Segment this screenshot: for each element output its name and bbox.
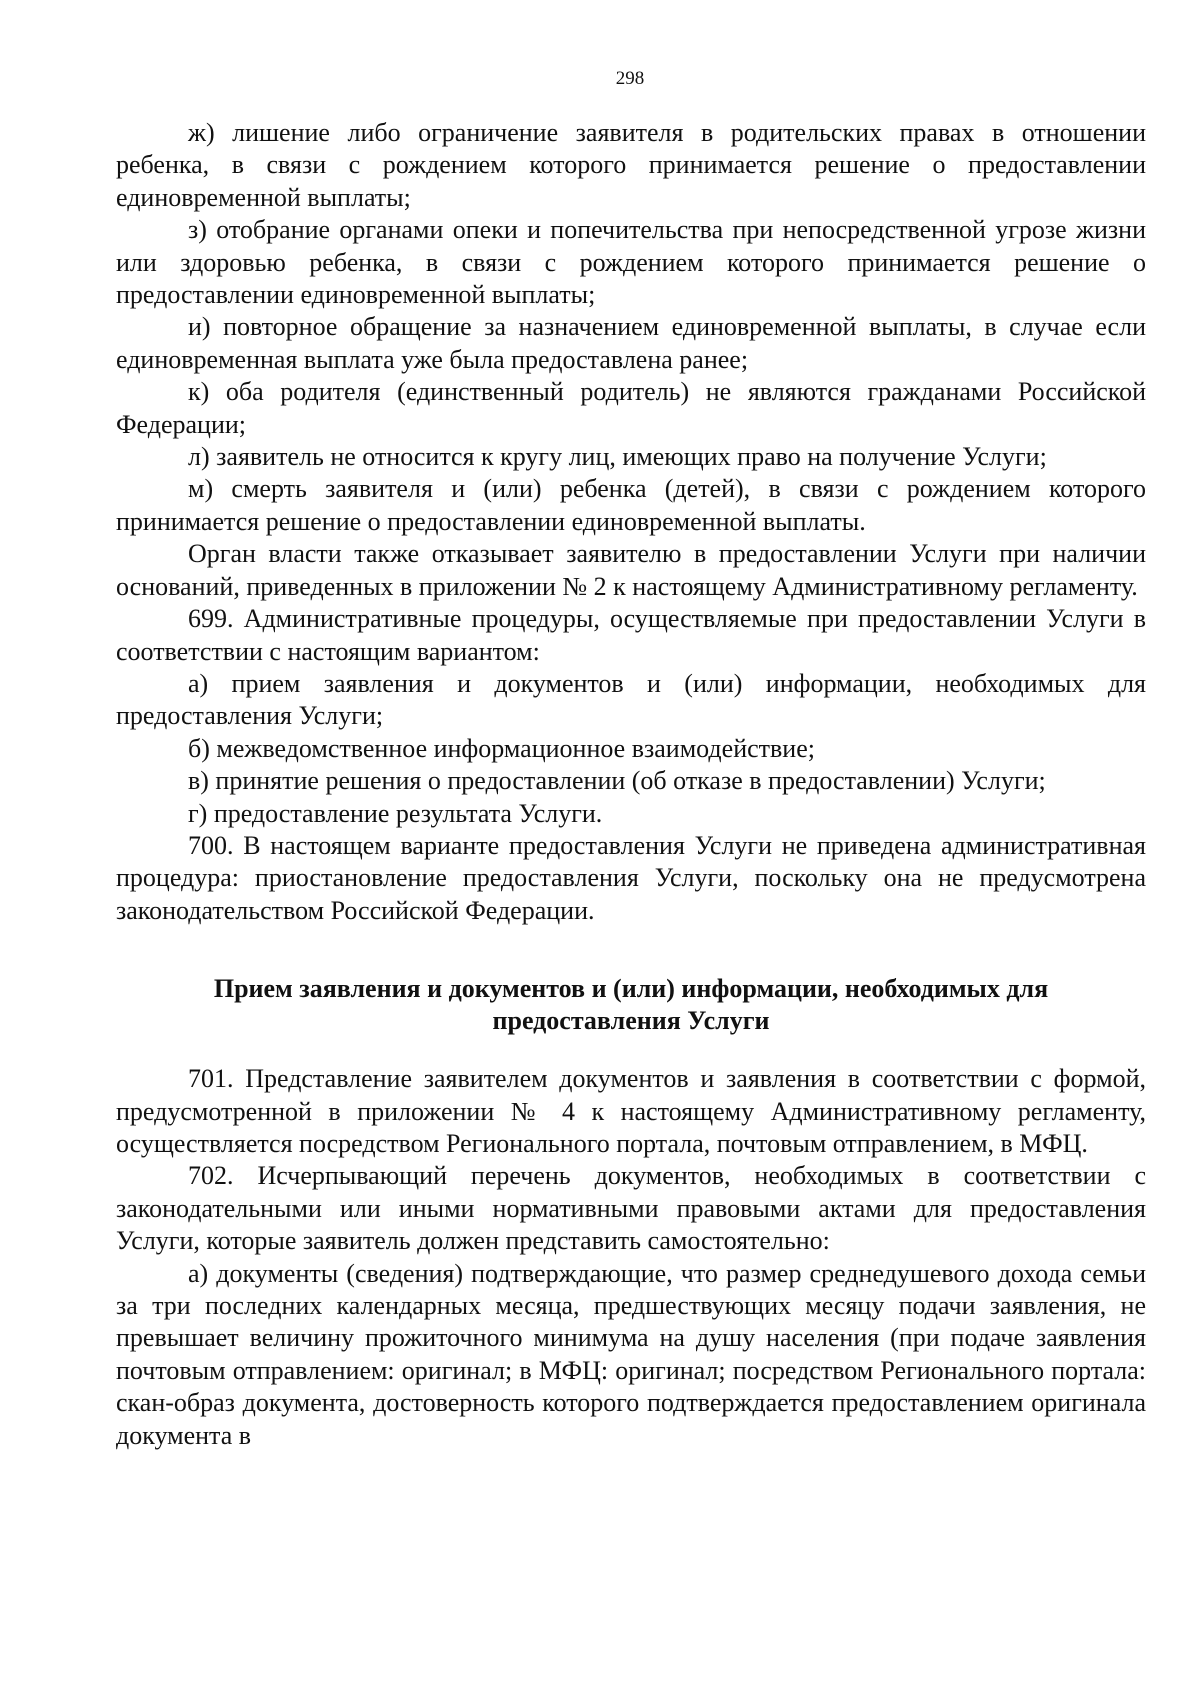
paragraph-item-m: м) смерть заявителя и (или) ребенка (детей), в связи с рождением которого принимается решение о предоставлении единовременной выплаты. (116, 474, 1146, 536)
section-heading-line-2: предоставления Услуги (492, 1006, 770, 1036)
paragraph-item-k: к) оба родителя (единственный родитель) не являются гражданами Российской Федерации; (116, 377, 1146, 439)
paragraph-699-g: г) предоставление результата Услуги. (188, 798, 603, 828)
paragraph-item-l: л) заявитель не относится к кругу лиц, имеющих право на получение Услуги; (188, 442, 1047, 472)
paragraph-item-z: з) отобрание органами опеки и попечительства при непосредственной угрозе жизни или здоровью ребенка, в связи с рождением которого принимается решение о предоставлении единовременной выплаты; (116, 215, 1146, 310)
page-number: 298 (615, 68, 645, 89)
section-heading-line-1: Прием заявления и документов и (или) информации, необходимых для (213, 974, 1049, 1004)
paragraph-699-v: в) принятие решения о предоставлении (об отказе в предоставлении) Услуги; (188, 766, 1046, 796)
paragraph-refusal-grounds: Орган власти также отказывает заявителю в предоставлении Услуги при наличии оснований, приведенных в приложении № 2 к настоящему Административному регламенту. (116, 539, 1146, 601)
section-heading (116, 973, 1146, 1037)
paragraph-699: 699. Административные процедуры, осуществляемые при предоставлении Услуги в соответствии с настоящим вариантом: (116, 604, 1146, 666)
paragraph-699-a: а) прием заявления и документов и (или) информации, необходимых для предоставления Услуги; (116, 668, 1146, 731)
paragraph-702-a: а) документы (сведения) подтверждающие, что размер среднедушевого дохода семьи за три последних календарных месяца, предшествующих месяцу подачи заявления, не превышает величину прожиточного минимума на душу населения (при подаче заявления почтовым отправлением: оригинал; в МФЦ: оригинал; посредством Регионального портала: скан-образ документа, достоверность которого подтверждается предоставлением оригинала документа в (116, 1258, 1146, 1450)
paragraph-702: 702. Исчерпывающий перечень документов, необходимых в соответствии с законодательными или иными нормативными правовыми актами для предоставления Услуги, которые заявитель должен представить самостоятельно: (116, 1161, 1146, 1256)
paragraph-item-i: и) повторное обращение за назначением единовременной выплаты, в случае если единовременная выплата уже была предоставлена ранее; (116, 312, 1146, 374)
paragraph-699-b: б) межведомственное информационное взаимодействие; (188, 733, 815, 763)
document-body (116, 117, 1146, 1452)
paragraph-701: 701. Представление заявителем документов и заявления в соответствии с формой, предусмотренной в приложении № 4 к настоящему Административному регламенту, осуществляется посредством Регионального портала, почтовым отправлением, в МФЦ. (116, 1064, 1146, 1158)
paragraph-700: 700. В настоящем варианте предоставления Услуги не приведена административная процедура: приостановление предоставления Услуги, поскольку она не предусмотрена законодательством Российской Федерации. (116, 830, 1146, 925)
paragraph-item-zh: ж) лишение либо ограничение заявителя в родительских правах в отношении ребенка, в связи с рождением которого принимается решение о предоставлении единовременной выплаты; (116, 118, 1146, 212)
